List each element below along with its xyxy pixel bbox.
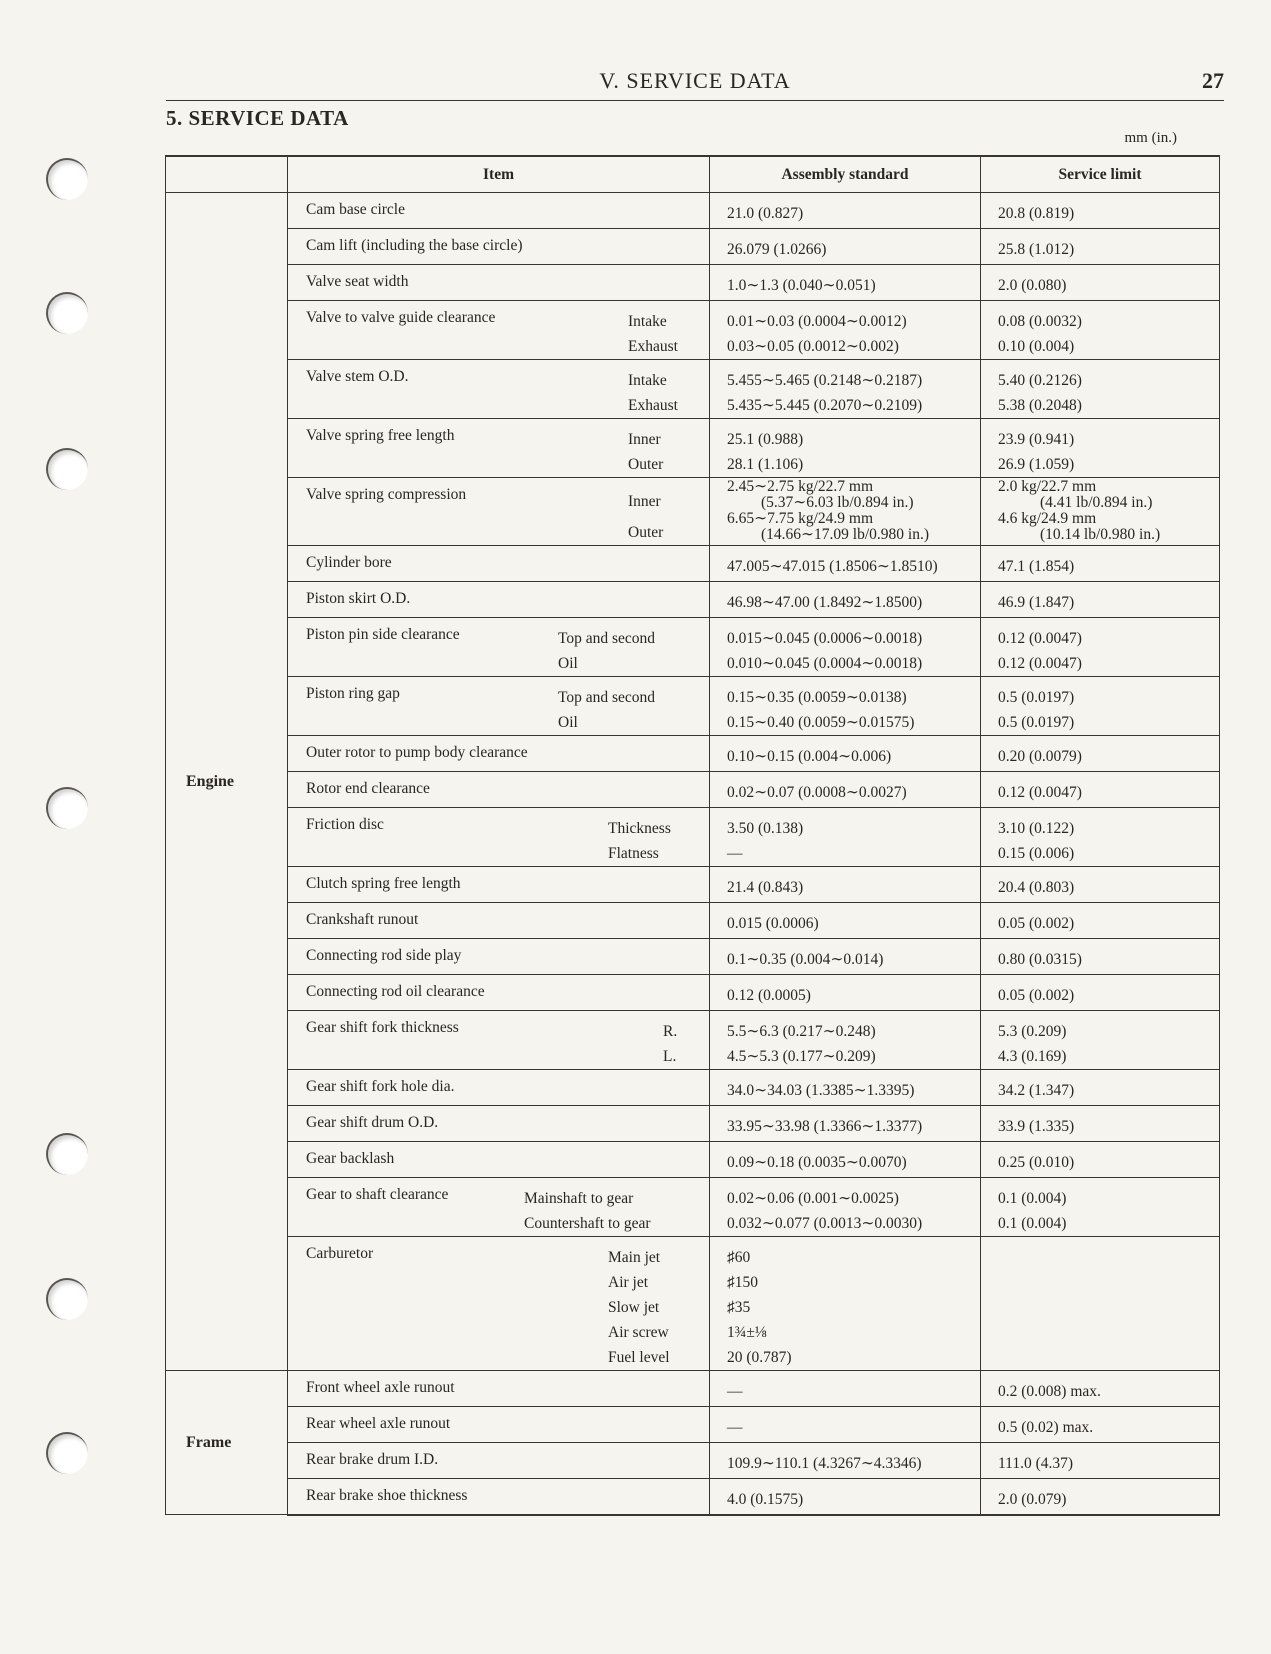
item-sub-label: Outer — [628, 456, 664, 473]
item-name: Valve stem O.D. — [306, 368, 409, 385]
service-limit-value: 0.1 (0.004) — [998, 1190, 1067, 1207]
service-limit-value: 4.3 (0.169) — [998, 1048, 1067, 1065]
item-sub-label: L. — [663, 1048, 677, 1065]
service-limit-value: 0.80 (0.0315) — [998, 951, 1082, 968]
item-name: Piston skirt O.D. — [306, 590, 411, 607]
service-limit-value: 4.6 kg/24.9 mm — [998, 510, 1097, 527]
item-cell — [288, 1443, 710, 1479]
item-cell — [288, 1070, 710, 1106]
service-limit-cell — [981, 265, 1220, 301]
service-limit-value: 2.0 (0.079) — [998, 1491, 1067, 1508]
service-limit-cell — [981, 1178, 1220, 1237]
item-sub-label: Inner — [628, 493, 661, 510]
service-limit-cell — [981, 1237, 1220, 1371]
service-limit-cell — [981, 1443, 1220, 1479]
assembly-standard-cell — [710, 1142, 981, 1178]
item-cell — [288, 1407, 710, 1443]
service-limit-value: 0.25 (0.010) — [998, 1154, 1075, 1171]
table-row — [166, 808, 1220, 867]
assembly-standard-value: 0.12 (0.0005) — [727, 987, 811, 1004]
item-sub-label: Mainshaft to gear — [524, 1190, 634, 1207]
assembly-standard-cell — [710, 939, 981, 975]
assembly-standard-cell — [710, 903, 981, 939]
assembly-standard-value: — — [727, 1419, 743, 1436]
table-row — [166, 939, 1220, 975]
service-limit-value: 26.9 (1.059) — [998, 456, 1075, 473]
item-cell — [288, 618, 710, 677]
service-limit-value: 0.08 (0.0032) — [998, 313, 1082, 330]
assembly-standard-cell — [710, 419, 981, 478]
assembly-standard-cell — [710, 546, 981, 582]
service-limit-value: 47.1 (1.854) — [998, 558, 1075, 575]
table-row — [166, 1237, 1220, 1371]
assembly-standard-value: 0.09∼0.18 (0.0035∼0.0070) — [727, 1154, 907, 1171]
assembly-standard-value: ♯150 — [727, 1274, 758, 1291]
table-header-row — [166, 156, 1220, 193]
assembly-standard-value: 0.15∼0.40 (0.0059∼0.01575) — [727, 714, 915, 731]
service-limit-cell — [981, 1479, 1220, 1515]
assembly-standard-value: (5.37∼6.03 lb/0.894 in.) — [761, 494, 914, 511]
assembly-standard-cell — [710, 1106, 981, 1142]
service-limit-cell — [981, 939, 1220, 975]
table-row — [166, 193, 1220, 229]
item-cell — [288, 772, 710, 808]
service-limit-cell — [981, 975, 1220, 1011]
item-cell — [288, 736, 710, 772]
service-limit-value: (10.14 lb/0.980 in.) — [1040, 526, 1161, 543]
service-limit-value: 0.5 (0.0197) — [998, 689, 1075, 706]
item-sub-label: R. — [663, 1023, 678, 1040]
assembly-standard-value: 0.015 (0.0006) — [727, 915, 819, 932]
service-limit-value: 25.8 (1.012) — [998, 241, 1075, 258]
unit-note: mm (in.) — [1124, 130, 1177, 146]
item-cell — [288, 229, 710, 265]
assembly-standard-cell — [710, 360, 981, 419]
item-sub-label: Top and second — [558, 689, 656, 706]
assembly-standard-value: 5.5∼6.3 (0.217∼0.248) — [727, 1023, 876, 1040]
table-body — [166, 193, 1220, 1515]
category-cell — [166, 193, 288, 1371]
item-cell — [288, 419, 710, 478]
table-row — [166, 1443, 1220, 1479]
assembly-standard-value: 0.15∼0.35 (0.0059∼0.0138) — [727, 689, 907, 706]
item-cell — [288, 478, 710, 546]
assembly-standard-value: 21.4 (0.843) — [727, 879, 804, 896]
category-column-header — [166, 156, 288, 193]
assembly-standard-value: 4.0 (0.1575) — [727, 1491, 804, 1508]
assembly-standard-value: 1.0∼1.3 (0.040∼0.051) — [727, 277, 876, 294]
service-limit-value: 0.12 (0.0047) — [998, 630, 1082, 647]
item-cell — [288, 677, 710, 736]
assembly-standard-value: 5.455∼5.465 (0.2148∼0.2187) — [727, 372, 923, 389]
service-limit-cell — [981, 546, 1220, 582]
item-name: Cam lift (including the base circle) — [306, 237, 523, 254]
item-sub-label: Thickness — [608, 820, 671, 837]
item-cell — [288, 265, 710, 301]
service-limit-cell — [981, 677, 1220, 736]
item-sub-label: Countershaft to gear — [524, 1215, 651, 1232]
item-name: Carburetor — [306, 1245, 374, 1262]
table-row — [166, 1371, 1220, 1407]
service-limit-value: 0.12 (0.0047) — [998, 655, 1082, 672]
item-name: Piston ring gap — [306, 685, 400, 702]
assembly-standard-value: (14.66∼17.09 lb/0.980 in.) — [761, 526, 929, 543]
assembly-standard-cell — [710, 867, 981, 903]
assembly-standard-value: — — [727, 845, 743, 862]
service-limit-value: 20.4 (0.803) — [998, 879, 1075, 896]
item-name: Valve to valve guide clearance — [306, 309, 496, 326]
item-name: Piston pin side clearance — [306, 626, 460, 643]
service-limit-cell — [981, 193, 1220, 229]
item-name: Gear shift drum O.D. — [306, 1114, 439, 1131]
page-number: 27 — [1202, 68, 1224, 93]
assembly-standard-value: 0.03∼0.05 (0.0012∼0.002) — [727, 338, 899, 355]
binder-hole — [46, 448, 88, 490]
table-row — [166, 677, 1220, 736]
assembly-standard-cell — [710, 677, 981, 736]
binder-hole — [46, 1278, 88, 1320]
table-row — [166, 618, 1220, 677]
binder-hole — [46, 1432, 88, 1474]
item-name: Valve spring compression — [306, 486, 467, 503]
item-cell — [288, 975, 710, 1011]
item-name: Connecting rod oil clearance — [306, 983, 485, 1000]
table-row — [166, 1479, 1220, 1515]
item-name: Valve seat width — [306, 273, 409, 290]
assembly-standard-value: 4.5∼5.3 (0.177∼0.209) — [727, 1048, 876, 1065]
item-cell — [288, 1237, 710, 1371]
service-limit-cell — [981, 478, 1220, 546]
assembly-standard-cell — [710, 1479, 981, 1515]
service-limit-value: 0.20 (0.0079) — [998, 748, 1082, 765]
item-sub-label: Outer — [628, 524, 664, 541]
assembly-standard-value: 0.10∼0.15 (0.004∼0.006) — [727, 748, 892, 765]
page-header — [166, 66, 1224, 101]
assembly-standard-value: 5.435∼5.445 (0.2070∼0.2109) — [727, 397, 923, 414]
assembly-standard-cell — [710, 301, 981, 360]
assembly-standard-value: 46.98∼47.00 (1.8492∼1.8500) — [727, 594, 923, 611]
table-row — [166, 736, 1220, 772]
category-cell — [166, 1371, 288, 1515]
assembly-standard-value: 26.079 (1.0266) — [727, 241, 827, 258]
item-sub-label: Oil — [558, 655, 578, 672]
assembly-standard-value: 21.0 (0.827) — [727, 205, 804, 222]
item-name: Rear brake shoe thickness — [306, 1487, 468, 1504]
service-limit-value: (4.41 lb/0.894 in.) — [1040, 494, 1153, 511]
item-name: Gear to shaft clearance — [306, 1186, 449, 1203]
item-sub-label: Air screw — [608, 1324, 669, 1341]
table-row — [166, 867, 1220, 903]
table-row — [166, 903, 1220, 939]
table-row — [166, 478, 1220, 546]
service-limit-value: 5.3 (0.209) — [998, 1023, 1067, 1040]
table-row — [166, 582, 1220, 618]
item-cell — [288, 1106, 710, 1142]
service-limit-value: 0.10 (0.004) — [998, 338, 1075, 355]
item-sub-label: Top and second — [558, 630, 656, 647]
service-limit-value: 34.2 (1.347) — [998, 1082, 1075, 1099]
table-row — [166, 419, 1220, 478]
item-name: Gear shift fork hole dia. — [306, 1078, 455, 1095]
item-name: Valve spring free length — [306, 427, 455, 444]
item-cell — [288, 1142, 710, 1178]
service-limit-value: 0.1 (0.004) — [998, 1215, 1067, 1232]
assembly-standard-value: 0.02∼0.07 (0.0008∼0.0027) — [727, 784, 907, 801]
service-limit-value: 5.40 (0.2126) — [998, 372, 1082, 389]
item-name: Clutch spring free length — [306, 875, 461, 892]
service-limit-cell — [981, 1070, 1220, 1106]
assembly-standard-value: 25.1 (0.988) — [727, 431, 804, 448]
service-limit-value: 33.9 (1.335) — [998, 1118, 1075, 1135]
table-row — [166, 1011, 1220, 1070]
item-cell — [288, 939, 710, 975]
service-limit-value: 5.38 (0.2048) — [998, 397, 1082, 414]
item-cell — [288, 903, 710, 939]
item-name: Friction disc — [306, 816, 384, 833]
assembly-standard-cell — [710, 1371, 981, 1407]
table-row — [166, 1407, 1220, 1443]
assembly-standard-value: 0.015∼0.045 (0.0006∼0.0018) — [727, 630, 923, 647]
service-limit-cell — [981, 808, 1220, 867]
assembly-standard-value: 6.65∼7.75 kg/24.9 mm — [727, 510, 874, 527]
service-limit-cell — [981, 618, 1220, 677]
table-row — [166, 975, 1220, 1011]
item-cell — [288, 1371, 710, 1407]
item-cell — [288, 808, 710, 867]
assembly-standard-value: 3.50 (0.138) — [727, 820, 804, 837]
service-limit-cell — [981, 360, 1220, 419]
service-limit-cell — [981, 1371, 1220, 1407]
assembly-standard-value: 0.02∼0.06 (0.001∼0.0025) — [727, 1190, 899, 1207]
service-limit-cell — [981, 1407, 1220, 1443]
table-row — [166, 1178, 1220, 1237]
item-cell — [288, 1011, 710, 1070]
assembly-standard-cell — [710, 1443, 981, 1479]
assembly-standard-cell — [710, 1178, 981, 1237]
item-name: Rotor end clearance — [306, 780, 430, 797]
service-data-table — [165, 155, 1220, 1516]
assembly-standard-value: ♯35 — [727, 1299, 751, 1316]
item-name: Rear brake drum I.D. — [306, 1451, 439, 1468]
assembly-standard-value: — — [727, 1383, 743, 1400]
assembly-standard-value: 0.01∼0.03 (0.0004∼0.0012) — [727, 313, 907, 330]
item-sub-label: Slow jet — [608, 1299, 660, 1316]
header-title: V. SERVICE DATA — [599, 68, 791, 93]
item-cell — [288, 546, 710, 582]
item-cell — [288, 301, 710, 360]
item-sub-label: Main jet — [608, 1249, 661, 1266]
assembly-standard-value: 109.9∼110.1 (4.3267∼4.3346) — [727, 1455, 922, 1472]
service-limit-value: 46.9 (1.847) — [998, 594, 1075, 611]
assembly-standard-column-header: Assembly standard — [710, 156, 981, 193]
service-limit-cell — [981, 903, 1220, 939]
service-limit-cell — [981, 419, 1220, 478]
assembly-standard-value: ♯60 — [727, 1249, 751, 1266]
assembly-standard-value: 33.95∼33.98 (1.3366∼1.3377) — [727, 1118, 923, 1135]
service-limit-column-header: Service limit — [981, 156, 1220, 193]
assembly-standard-value: 28.1 (1.106) — [727, 456, 804, 473]
assembly-standard-cell — [710, 193, 981, 229]
item-cell — [288, 867, 710, 903]
item-name: Crankshaft runout — [306, 911, 419, 928]
table-row — [166, 265, 1220, 301]
item-sub-label: Exhaust — [628, 338, 678, 355]
section-title: 5. SERVICE DATA — [166, 106, 349, 130]
item-cell — [288, 193, 710, 229]
assembly-standard-value: 20 (0.787) — [727, 1349, 792, 1366]
assembly-standard-cell — [710, 1070, 981, 1106]
item-column-header: Item — [288, 156, 710, 193]
service-limit-cell — [981, 736, 1220, 772]
service-limit-value: 0.5 (0.0197) — [998, 714, 1075, 731]
binder-hole — [46, 158, 88, 200]
service-limit-value: 0.5 (0.02) max. — [998, 1419, 1094, 1436]
item-sub-label: Fuel level — [608, 1349, 670, 1366]
item-name: Cam base circle — [306, 201, 405, 218]
item-sub-label: Oil — [558, 714, 578, 731]
item-sub-label: Intake — [628, 313, 667, 330]
item-name: Connecting rod side play — [306, 947, 462, 964]
assembly-standard-value: 1¾±⅛ — [727, 1324, 767, 1341]
item-cell — [288, 1479, 710, 1515]
binder-hole — [46, 787, 88, 829]
service-limit-cell — [981, 301, 1220, 360]
service-limit-cell — [981, 1142, 1220, 1178]
service-limit-value: 2.0 (0.080) — [998, 277, 1067, 294]
assembly-standard-value: 47.005∼47.015 (1.8506∼1.8510) — [727, 558, 938, 575]
assembly-standard-cell — [710, 736, 981, 772]
category-label: Engine — [186, 772, 235, 790]
binder-hole — [46, 292, 88, 334]
assembly-standard-cell — [710, 229, 981, 265]
assembly-standard-cell — [710, 478, 981, 546]
item-name: Cylinder bore — [306, 554, 392, 571]
table-row — [166, 1106, 1220, 1142]
service-limit-cell — [981, 1106, 1220, 1142]
assembly-standard-cell — [710, 975, 981, 1011]
service-limit-value: 2.0 kg/22.7 mm — [998, 478, 1097, 495]
assembly-standard-value: 0.1∼0.35 (0.004∼0.014) — [727, 951, 884, 968]
item-sub-label: Exhaust — [628, 397, 678, 414]
service-limit-cell — [981, 1011, 1220, 1070]
assembly-standard-value: 0.032∼0.077 (0.0013∼0.0030) — [727, 1215, 923, 1232]
assembly-standard-cell — [710, 582, 981, 618]
item-name: Front wheel axle runout — [306, 1379, 455, 1396]
assembly-standard-cell — [710, 808, 981, 867]
table-row — [166, 1142, 1220, 1178]
category-label: Frame — [186, 1433, 232, 1451]
table-row — [166, 229, 1220, 265]
service-limit-value: 111.0 (4.37) — [998, 1455, 1074, 1472]
service-limit-value: 0.12 (0.0047) — [998, 784, 1082, 801]
assembly-standard-cell — [710, 1237, 981, 1371]
table-row — [166, 360, 1220, 419]
item-name: Gear backlash — [306, 1150, 395, 1167]
table-row — [166, 546, 1220, 582]
service-limit-cell — [981, 867, 1220, 903]
item-cell — [288, 1178, 710, 1237]
assembly-standard-cell — [710, 1407, 981, 1443]
service-limit-value: 0.05 (0.002) — [998, 915, 1075, 932]
service-limit-value: 3.10 (0.122) — [998, 820, 1075, 837]
service-limit-cell — [981, 229, 1220, 265]
table-row — [166, 301, 1220, 360]
table-row — [166, 772, 1220, 808]
item-name: Rear wheel axle runout — [306, 1415, 451, 1432]
item-sub-label: Flatness — [608, 845, 659, 862]
item-cell — [288, 582, 710, 618]
table-row — [166, 1070, 1220, 1106]
item-sub-label: Air jet — [608, 1274, 649, 1291]
service-limit-value: 20.8 (0.819) — [998, 205, 1075, 222]
assembly-standard-value: 0.010∼0.045 (0.0004∼0.0018) — [727, 655, 923, 672]
service-limit-cell — [981, 582, 1220, 618]
item-sub-label: Inner — [628, 431, 661, 448]
service-limit-value: 0.2 (0.008) max. — [998, 1383, 1101, 1400]
item-cell — [288, 360, 710, 419]
assembly-standard-value: 2.45∼2.75 kg/22.7 mm — [727, 478, 874, 495]
service-limit-value: 0.15 (0.006) — [998, 845, 1075, 862]
item-sub-label: Intake — [628, 372, 667, 389]
assembly-standard-cell — [710, 265, 981, 301]
assembly-standard-cell — [710, 618, 981, 677]
assembly-standard-value: 34.0∼34.03 (1.3385∼1.3395) — [727, 1082, 915, 1099]
assembly-standard-cell — [710, 772, 981, 808]
item-name: Outer rotor to pump body clearance — [306, 744, 528, 761]
service-limit-value: 0.05 (0.002) — [998, 987, 1075, 1004]
item-name: Gear shift fork thickness — [306, 1019, 459, 1036]
service-limit-cell — [981, 772, 1220, 808]
service-limit-value: 23.9 (0.941) — [998, 431, 1075, 448]
binder-hole — [46, 1133, 88, 1175]
assembly-standard-cell — [710, 1011, 981, 1070]
